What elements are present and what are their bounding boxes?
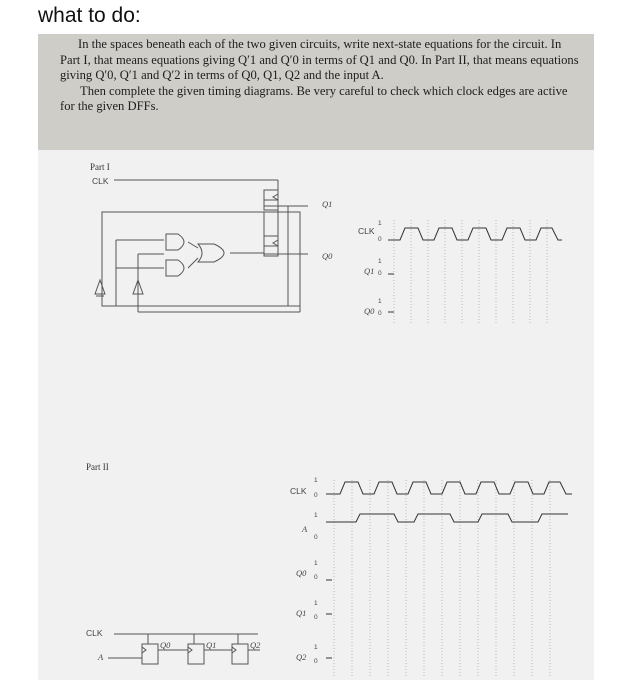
part2-timing-a-1: 1 — [314, 512, 318, 519]
worksheet-image — [38, 150, 594, 680]
part2-clk-label: CLK — [86, 628, 103, 638]
part2-timing-clk: CLK — [290, 486, 307, 496]
part1-clk-label: CLK — [92, 176, 109, 186]
part1-timing-q0-0: 0 — [378, 310, 382, 317]
part1-timing-q1-1: 1 — [378, 258, 382, 265]
part2-timing-q2-0: 0 — [314, 658, 318, 665]
part2-timing-q2-1: 1 — [314, 644, 318, 651]
part2-timing-q1-0: 0 — [314, 614, 318, 621]
part2-timing-a-0: 0 — [314, 534, 318, 541]
part2-timing-clk-1: 1 — [314, 477, 318, 484]
part1-timing-q1-0: 0 — [378, 270, 382, 277]
part2-ff-q0: Q0 — [160, 640, 171, 650]
part1-timing-clk-1: 1 — [378, 220, 382, 227]
part2-ff-q2: Q2 — [250, 640, 261, 650]
part1-title: Part I — [90, 162, 110, 172]
part2-timing-q1: Q1 — [296, 608, 307, 618]
part2-title: Part II — [86, 462, 109, 472]
part2-timing-q0-1: 1 — [314, 560, 318, 567]
page-heading: what to do: — [38, 4, 141, 27]
instructions-panel — [38, 34, 594, 150]
part1-timing-q0-1: 1 — [378, 298, 382, 305]
part2-timing-q1-1: 1 — [314, 600, 318, 607]
part1-q1-label: Q1 — [322, 199, 333, 209]
part2-timing-q0-0: 0 — [314, 574, 318, 581]
part1-timing-q1: Q1 — [364, 266, 375, 276]
part2-timing-clk-0: 0 — [314, 492, 318, 499]
part1-timing-q0: Q0 — [364, 306, 375, 316]
part1-timing-clk-0: 0 — [378, 236, 382, 243]
instructions-paragraph-2: Then complete the given timing diagrams. Be very careful to check which clock edges are active for the given DFFs. — [60, 83, 568, 114]
part2-a-label: A — [98, 652, 104, 662]
instructions-paragraph-1: In the spaces beneath each of the two given circuits, write next-state equations for the circuit. In Part I, that means equations giving Q′1 and Q′0 in terms of Q1 and Q0. In Part II, that means equations giving Q′0, Q′1 and Q′2 in terms of Q0, Q1, Q2 and the input A. — [60, 37, 579, 83]
part2-ff-q1: Q1 — [206, 640, 217, 650]
part2-timing-q0: Q0 — [296, 568, 307, 578]
part2-timing-q2: Q2 — [296, 652, 307, 662]
part1-q0-label: Q0 — [322, 251, 333, 261]
part2-timing-a: A — [302, 524, 308, 534]
part1-timing-clk: CLK — [358, 226, 375, 236]
